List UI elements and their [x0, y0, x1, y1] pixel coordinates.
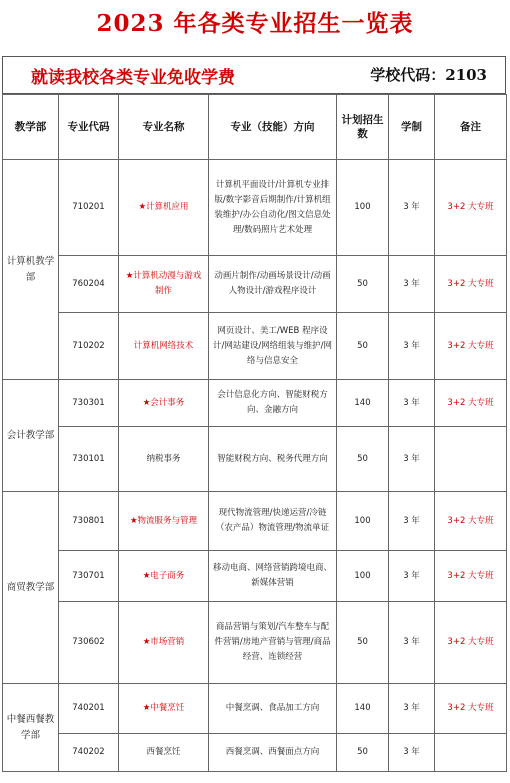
- table-row: [3, 160, 507, 256]
- major-direction: 动画片制作/动画场景设计/动画人物设计/游戏程序设计: [209, 256, 337, 313]
- major-name: ★物流服务与管理: [119, 492, 209, 551]
- major-name: ★中餐烹饪: [119, 684, 209, 734]
- note: 3+2 大专班: [435, 492, 507, 551]
- major-code: 710201: [59, 160, 119, 256]
- plan-count: 100: [337, 492, 389, 551]
- major-code: 760204: [59, 256, 119, 313]
- major-name: 纳税事务: [119, 427, 209, 492]
- table-row: [3, 684, 507, 734]
- note: [435, 734, 507, 772]
- major-name: ★市场营销: [119, 602, 209, 684]
- major-name: ★计算机应用: [119, 160, 209, 256]
- header-code: 专业代码: [59, 95, 119, 160]
- plan-count: 140: [337, 380, 389, 427]
- header-note: 备注: [435, 95, 507, 160]
- note: 3+2 大专班: [435, 256, 507, 313]
- study-years: 3 年: [389, 160, 435, 256]
- header-major-name: 专业名称: [119, 95, 209, 160]
- note: [435, 427, 507, 492]
- plan-count: 140: [337, 684, 389, 734]
- table-row: [3, 602, 507, 684]
- plan-count: 50: [337, 602, 389, 684]
- major-name: ★会计事务: [119, 380, 209, 427]
- enrollment-table: [2, 94, 507, 772]
- major-direction: 商品营销与策划/汽车整车与配件营销/房地产营销与管理/商品经营、连锁经营: [209, 602, 337, 684]
- study-years: 3 年: [389, 313, 435, 380]
- note: 3+2 大专班: [435, 313, 507, 380]
- note: 3+2 大专班: [435, 551, 507, 602]
- note: 3+2 大专班: [435, 602, 507, 684]
- plan-count: 50: [337, 427, 389, 492]
- major-code: 730701: [59, 551, 119, 602]
- major-name: ★电子商务: [119, 551, 209, 602]
- banner: [2, 56, 506, 94]
- study-years: 3 年: [389, 256, 435, 313]
- study-years: 3 年: [389, 492, 435, 551]
- study-years: 3 年: [389, 734, 435, 772]
- department-cell: 中餐西餐教学部: [3, 684, 59, 772]
- plan-count: 50: [337, 256, 389, 313]
- major-direction: 中餐烹调、食品加工方向: [209, 684, 337, 734]
- major-direction: 网页设计、美工/WEB 程序设计/网站建设/网络组装与维护/网络与信息安全: [209, 313, 337, 380]
- note: 3+2 大专班: [435, 684, 507, 734]
- major-direction: 智能财税方向、税务代理方向: [209, 427, 337, 492]
- major-code: 730602: [59, 602, 119, 684]
- table-row: [3, 734, 507, 772]
- major-direction: 计算机平面设计/计算机专业排版/数字影音后期制作/计算机组装维护/办公自动化/图文信息处理/数码照片艺术处理: [209, 160, 337, 256]
- major-direction: 西餐烹调、西餐面点方向: [209, 734, 337, 772]
- department-cell: 商贸教学部: [3, 492, 59, 684]
- major-code: 730801: [59, 492, 119, 551]
- table-row: [3, 551, 507, 602]
- study-years: 3 年: [389, 551, 435, 602]
- major-name: 西餐烹饪: [119, 734, 209, 772]
- major-direction: 移动电商、网络营销跨境电商、新媒体营销: [209, 551, 337, 602]
- table-row: [3, 313, 507, 380]
- table-row: [3, 427, 507, 492]
- department-cell: 会计教学部: [3, 380, 59, 492]
- department-cell: 计算机教学部: [3, 160, 59, 380]
- study-years: 3 年: [389, 684, 435, 734]
- free-tuition-slogan: 就读我校各类专业免收学费: [31, 68, 235, 88]
- note: 3+2 大专班: [435, 380, 507, 427]
- study-years: 3 年: [389, 427, 435, 492]
- major-name: ★计算机动漫与游戏制作: [119, 256, 209, 313]
- study-years: 3 年: [389, 602, 435, 684]
- page-title: 2023 年各类专业招生一览表: [96, 10, 414, 37]
- table-header-row: [3, 95, 507, 160]
- major-direction: 会计信息化方向、智能财税方向、金融方向: [209, 380, 337, 427]
- major-code: 740202: [59, 734, 119, 772]
- header-plan: 计划招生数: [337, 95, 389, 160]
- major-name: 计算机网络技术: [119, 313, 209, 380]
- plan-count: 50: [337, 313, 389, 380]
- header-years: 学制: [389, 95, 435, 160]
- header-department: 教学部: [3, 95, 59, 160]
- plan-count: 100: [337, 551, 389, 602]
- header-direction: 专业（技能）方向: [209, 95, 337, 160]
- plan-count: 100: [337, 160, 389, 256]
- plan-count: 50: [337, 734, 389, 772]
- study-years: 3 年: [389, 380, 435, 427]
- table-row: [3, 380, 507, 427]
- major-direction: 现代物流管理/快递运营/冷链（农产品）物流管理/物流单证: [209, 492, 337, 551]
- school-code: 学校代码：2103: [370, 66, 487, 84]
- major-code: 730101: [59, 427, 119, 492]
- table-row: [3, 256, 507, 313]
- table-row: [3, 492, 507, 551]
- note: 3+2 大专班: [435, 160, 507, 256]
- major-code: 740201: [59, 684, 119, 734]
- major-code: 730301: [59, 380, 119, 427]
- major-code: 710202: [59, 313, 119, 380]
